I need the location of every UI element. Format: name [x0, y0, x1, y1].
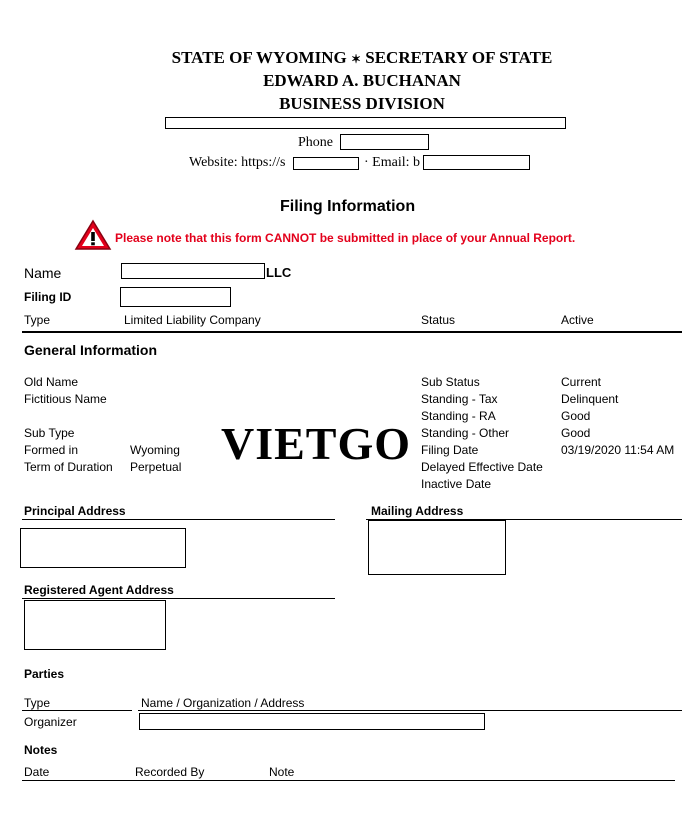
- redacted-website: [293, 157, 359, 170]
- parties-organizer-type: Organizer: [24, 715, 77, 729]
- filing-date-label: Filing Date: [421, 443, 479, 457]
- principal-address-rule: [22, 519, 335, 520]
- redacted-organizer-name: [139, 713, 485, 730]
- old-name-label: Old Name: [24, 375, 79, 389]
- mailing-address-heading: Mailing Address: [371, 504, 464, 518]
- notes-date-header: Date: [24, 765, 50, 779]
- warning-text: Please note that this form CANNOT be submitted in place of your Annual Report.: [115, 231, 576, 245]
- filing-date-value: 03/19/2020 11:54 AM: [561, 443, 675, 457]
- redacted-email: [423, 155, 530, 170]
- standing-tax-value: Delinquent: [561, 392, 619, 406]
- star-icon: ✶: [350, 52, 362, 66]
- warning-icon: [74, 219, 112, 251]
- delayed-effective-date-label: Delayed Effective Date: [421, 460, 543, 474]
- term-value: Perpetual: [130, 460, 182, 474]
- notes-note-header: Note: [269, 765, 295, 779]
- type-label: Type: [24, 313, 51, 327]
- status-value: Active: [561, 313, 594, 327]
- notes-rule: [22, 780, 675, 781]
- redacted-filing-id: [120, 287, 231, 307]
- registered-agent-rule: [22, 598, 335, 599]
- website-label: Website: https://s: [189, 155, 286, 170]
- header-title-line: [0, 48, 700, 68]
- sub-status-label: Sub Status: [421, 375, 480, 389]
- redacted-mailing-address: [368, 520, 506, 575]
- redacted-phone: [340, 134, 429, 150]
- secretary-name: EDWARD A. BUCHANAN: [263, 71, 461, 90]
- redacted-address: [165, 117, 566, 129]
- parties-name-rule: [138, 710, 682, 711]
- standing-other-value: Good: [561, 426, 591, 440]
- name-suffix: LLC: [266, 265, 292, 280]
- status-label: Status: [421, 313, 456, 327]
- parties-type-header: Type: [24, 696, 51, 710]
- registered-agent-heading: Registered Agent Address: [24, 583, 174, 597]
- redacted-name: [121, 263, 265, 279]
- sub-status-value: Current: [561, 375, 602, 389]
- filing-id-label: Filing ID: [24, 290, 72, 304]
- parties-type-rule: [22, 710, 132, 711]
- watermark-logo: VIETGO: [221, 418, 412, 469]
- notes-recorded-by-header: Recorded By: [135, 765, 205, 779]
- formed-in-value: Wyoming: [130, 443, 180, 457]
- name-label: Name: [24, 265, 62, 281]
- standing-ra-value: Good: [561, 409, 591, 423]
- standing-tax-label: Standing - Tax: [421, 392, 498, 406]
- phone-label: Phone: [298, 135, 333, 150]
- page-title: Filing Information: [280, 198, 416, 215]
- division-name: BUSINESS DIVISION: [279, 94, 445, 113]
- standing-ra-label: Standing - RA: [421, 409, 496, 423]
- term-label: Term of Duration: [24, 460, 113, 474]
- redacted-principal-address: [20, 528, 186, 568]
- notes-heading: Notes: [24, 743, 58, 757]
- fictitious-name-label: Fictitious Name: [24, 392, 107, 406]
- parties-name-header: Name / Organization / Address: [141, 696, 305, 710]
- standing-other-label: Standing - Other: [421, 426, 510, 440]
- sub-type-label: Sub Type: [24, 426, 75, 440]
- redacted-agent-address: [24, 600, 166, 650]
- office-name: SECRETARY OF STATE: [365, 48, 553, 67]
- principal-address-heading: Principal Address: [24, 504, 126, 518]
- type-value: Limited Liability Company: [124, 313, 261, 327]
- formed-in-label: Formed in: [24, 443, 79, 457]
- divider: [22, 331, 682, 333]
- general-info-heading: General Information: [24, 342, 158, 358]
- email-label: · Email: b: [364, 155, 420, 170]
- state-name: STATE OF WYOMING: [171, 48, 347, 67]
- parties-heading: Parties: [24, 667, 65, 681]
- inactive-date-label: Inactive Date: [421, 477, 492, 491]
